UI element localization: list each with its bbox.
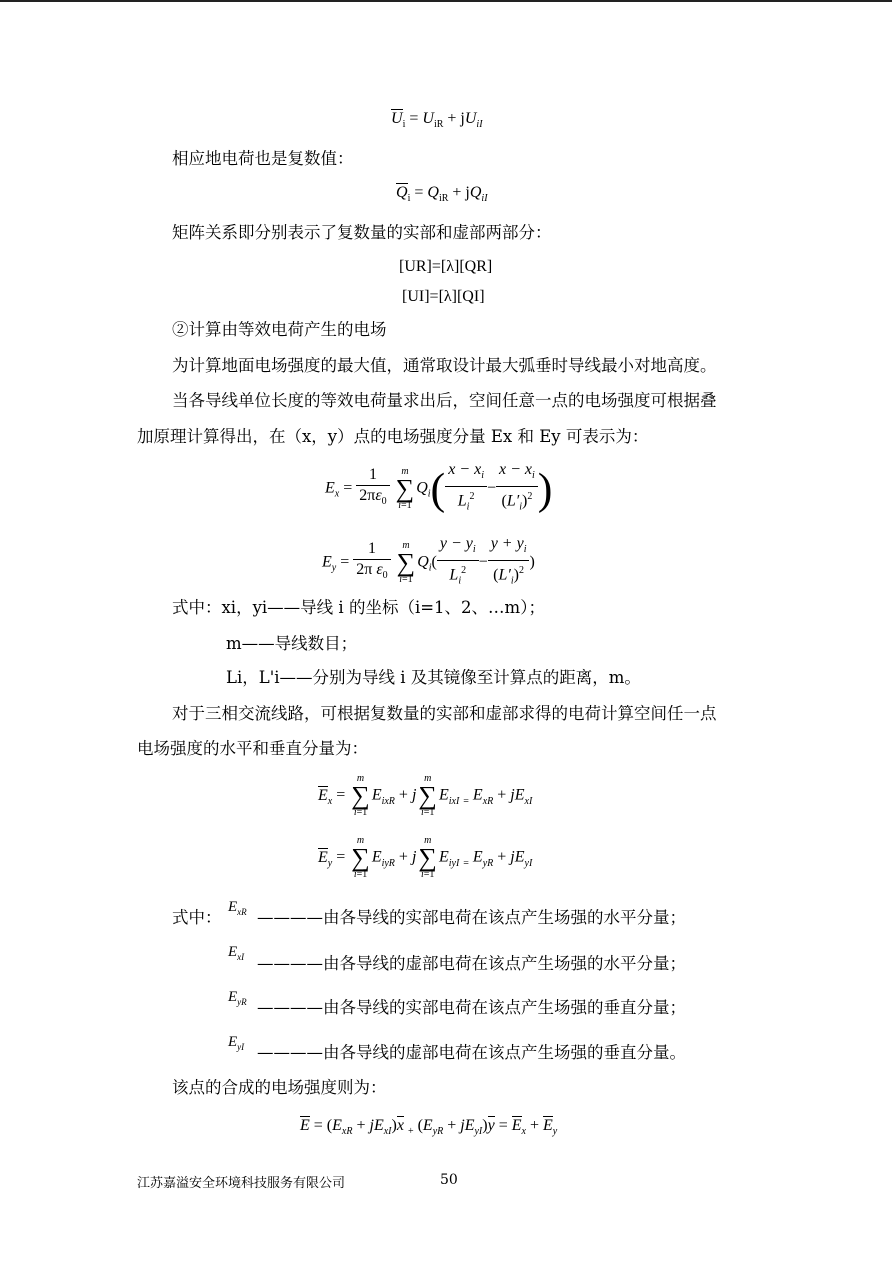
paragraph-section-heading: ②计算由等效电荷产生的电场 [172, 320, 387, 339]
paragraph-superposition-1: 当各导线单位长度的等效电荷量求出后，空间任意一点的电场强度可根据叠 [172, 391, 717, 410]
legend-item-exr: ————由各导线的实部电荷在该点产生场强的水平分量； [257, 908, 686, 927]
paragraph-charge-complex: 相应地电荷也是复数值： [172, 149, 354, 168]
paragraph-superposition-2: 加原理计算得出，在（x，y）点的电场强度分量 Ex 和 Ey 可表示为： [137, 427, 649, 446]
paragraph-matrix-relation: 矩阵关系即分别表示了复数量的实部和虚部两部分： [172, 223, 552, 242]
equation-ey: $E_y$ = $\frac{1}{2\pi \varepsilon_0}$ m ∑ $i=1Q_i$( $\frac{y - y_i}{L_i^2}$ − $\frac{y + y_i}{(L'_i)^2}$ ) [322, 534, 535, 592]
equation-voltage: $U_i = U_{iR} + jU_{iI}$ [391, 110, 483, 131]
paragraph-where-distance: Li，L'i——分别为导线 i 及其镜像至计算点的距离，m。 [226, 668, 641, 687]
matrix-real [399, 258, 492, 276]
equation-resultant: $E = (E_{xR} + jE_{xI})x$ $_+$ $(E_{yR} + jE_{yI})y = E_x + E_y$ [300, 1117, 558, 1138]
equation-ex-complex: $E_x = m$ ∑ $i=1E_{ixR}$ + jm ∑ $i=1E_{ixI}$ $_=$ $E_{xR} + jE_{xI}$ [318, 773, 533, 818]
paragraph-three-phase-1: 对于三相交流线路，可根据复数量的实部和虚部求得的电荷计算空间任一点 [172, 704, 717, 723]
matrix-real-text: [UR]=[λ][QR] [399, 258, 493, 275]
symbol-exr: $E_{xR}$ [228, 899, 247, 917]
legend-item-exi: ————由各导线的虚部电荷在该点产生场强的水平分量； [257, 954, 686, 973]
legend-prefix: 式中： [172, 908, 222, 927]
equation-charge: $Q_i = Q_{iR} + jQ_{iI}$ [396, 184, 488, 205]
legend-item-eyr: ————由各导线的实部电荷在该点产生场强的垂直分量； [257, 998, 686, 1017]
matrix-imag [402, 288, 485, 306]
equation-ex: $E_x$ = $\frac{1}{2\pi\varepsilon_0}$ m ∑ $i=1Q_i$( $\frac{x - x_i}{L_i^2}$ − $\frac{x - x_i}{(L'_i)^2}$ ) [325, 460, 552, 518]
equation-ey-complex: $E_y = m$ ∑ $i=1E_{iyR}$ + jm ∑ $i=1E_{iyI}$ $_=$ $E_{yR} + jE_{yI}$ [318, 835, 533, 880]
symbol-eyi: $E_{yI}$ [228, 1034, 245, 1052]
legend-item-eyi: ————由各导线的虚部电荷在该点产生场强的垂直分量。 [257, 1043, 686, 1062]
paragraph-where-coords: 式中：xi，yi——导线 i 的坐标（i=1、2、…m）； [172, 598, 545, 617]
matrix-imag-text: [UI]=[λ][QI] [402, 288, 485, 305]
footer-company: 江苏嘉溢安全环境科技服务有限公司 [137, 1176, 346, 1191]
paragraph-where-m: m——导线数目； [226, 634, 358, 653]
footer-page-number: 50 [440, 1172, 458, 1188]
symbol-eyr: $E_{yR}$ [228, 989, 247, 1007]
paragraph-three-phase-2: 电场强度的水平和垂直分量为： [137, 739, 368, 758]
symbol-exi: $E_{xI}$ [228, 944, 245, 962]
paragraph-max-field: 为计算地面电场强度的最大值，通常取设计最大弧垂时导线最小对地高度。 [172, 356, 717, 375]
paragraph-resultant: 该点的合成的电场强度则为： [172, 1078, 387, 1097]
